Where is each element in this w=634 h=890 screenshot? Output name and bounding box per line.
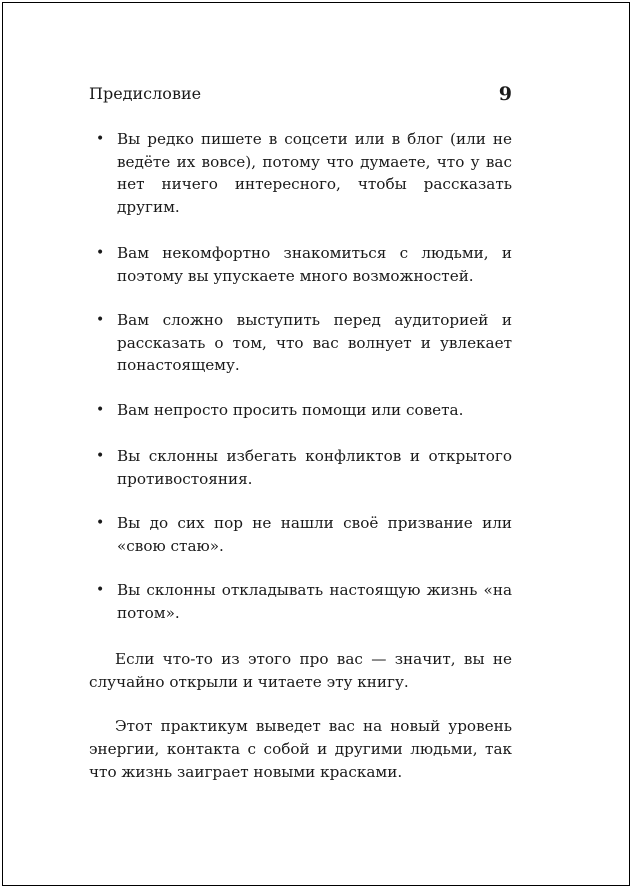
bullet-item: [89, 128, 512, 218]
bullet-dot-icon: •: [96, 448, 105, 464]
bullet-item: [89, 242, 512, 287]
bullet-dot-icon: •: [96, 401, 105, 418]
bullet-text: Вам сложно выступить перед аудиторией и рассказать о том, что вас волнует и увлекает понастоящему.: [117, 311, 512, 374]
running-header: [89, 81, 512, 107]
chapter-title: Предисловие: [89, 84, 202, 103]
bullet-item: [89, 512, 512, 557]
bullet-dot-icon: •: [96, 245, 105, 261]
bullet-dot-icon: •: [96, 582, 105, 598]
book-page: [2, 2, 630, 886]
bullet-item: [89, 579, 512, 624]
bullet-text: Вы склонны откладывать настоящую жизнь «на потом».: [117, 581, 512, 622]
bullet-item: [89, 399, 512, 422]
bullet-dot-icon: •: [96, 131, 105, 147]
bullet-text: Вам непросто просить помощи или совета.: [117, 400, 464, 419]
bullet-item: [89, 445, 512, 490]
page-number: 9: [498, 83, 512, 105]
bullet-text: Вы редко пишете в соцсети или в блог (или не ведёте их вовсе), потому что думаете, что у вас нет ничего интересного, чтобы рассказать другим.: [117, 130, 512, 216]
body-paragraph: Если что-то из этого про вас — значит, вы не случайно открыли и читаете эту книгу.: [89, 650, 512, 691]
body-paragraph: Этот практикум выведет вас на новый уровень энергии, контакта с собой и другими людьми, так что жизнь заиграет новыми красками.: [89, 717, 512, 781]
bullet-dot-icon: •: [96, 515, 105, 531]
bullet-text: Вы до сих пор не нашли своё призвание или «свою стаю».: [117, 514, 512, 555]
bullet-item: [89, 309, 512, 377]
bullet-text: Вы склонны избегать конфликтов и открытого противостояния.: [117, 447, 512, 488]
bullet-text: Вам некомфортно знакомиться с людьми, и поэтому вы упускаете много возможностей.: [117, 244, 512, 285]
bullet-list: [89, 128, 512, 624]
bullet-dot-icon: •: [96, 312, 105, 328]
